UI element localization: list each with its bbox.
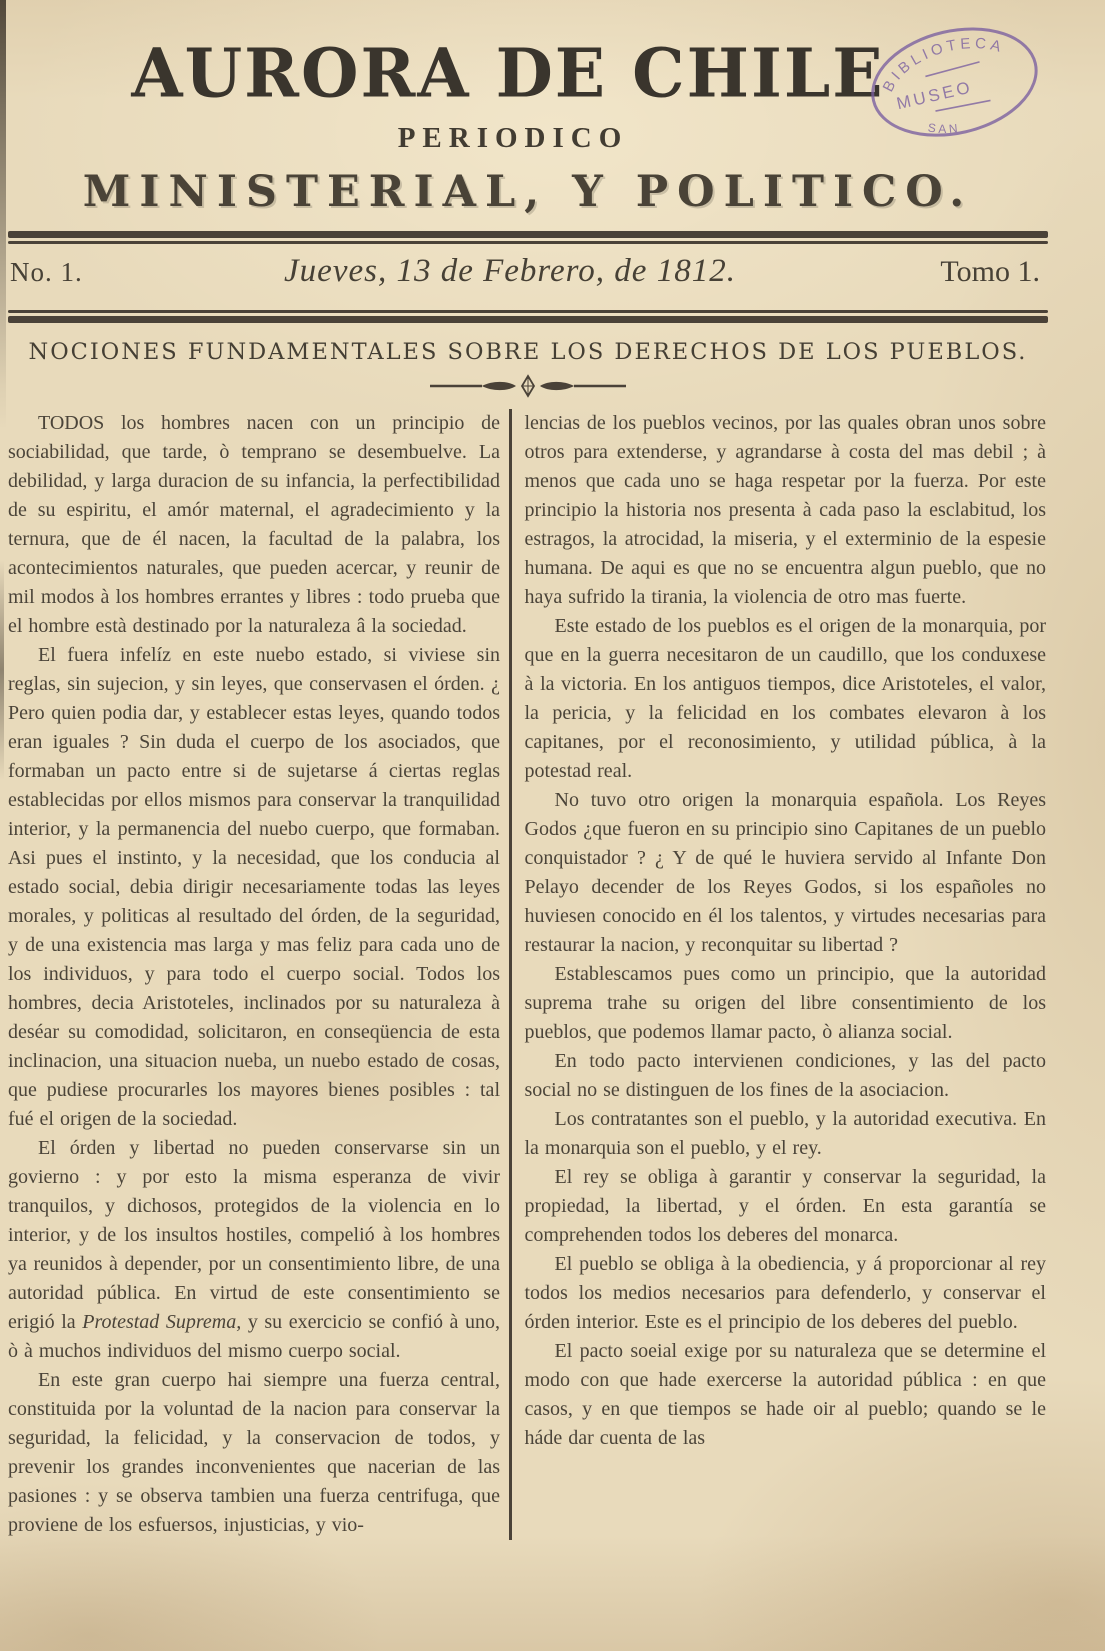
left-column [8,409,509,1540]
paragraph: El fuera infelíz en este nuebo estado, si viviese sin reglas, sin sujecion, y sin leyes, que conservasen el órden. ¿ Pero quien podia dar, y establecer estas leyes, quando todos eran iguales ? Sin duda el cuerpo de los asociados, que formaban un pacto entre si de sujetarse á ciertas reglas establecidas por ellos mismos para conservar la tranquilidad interior, y la permanencia del nuebo cuerpo, que formaban. Asi pues el instinto, y la necesidad, que los conducia al estado social, debia dirigir necesariamente todas las leyes morales, y politicas al resultado del órden, de la seguridad, y de una existencia mas larga y mas feliz para cada uno de los individuos, y para todo el cuerpo social. Todos los hombres, decia Aristoteles, inclinados por su naturaleza à deséar su comodidad, solicitaron, en conseqüencia de esta inclinacion, una situacion nueba, un nuebo estado de cosas, que pudiese procurarles los mayores bienes posibles : tal fué el origen de la sociedad. [8,644,500,1130]
stamp-middle-text: MUSEO [894,77,975,114]
dateline [8,244,1048,296]
newspaper-title: AURORA DE CHILE [131,33,885,113]
issue-number: No. 1. [10,257,83,287]
paragraph: TODOS los hombres nacen con un principio de sociabilidad, que tarde, ò temprano se desembuelve. La debilidad, y larga duracion de su infancia, la perfectibilidad de su espiritu, el amór maternal, el agradecimiento y la ternura, que de él nacen, la facultad de la palabra, los acontecimientos naturales, que pueden acercar, y reunir de mil modos à los hombres errantes y libres : todo prueba que el hombre està destinado por la naturaleza â la sociedad. [8,412,500,637]
stamp-bottom-text: SAN [926,120,962,137]
page-content [8,26,1048,1540]
paragraph: Los contratantes son el pueblo, y la autoridad executiva. En la monarquia son el pueblo, y el rey. [524,1108,1046,1159]
paragraph: En todo pacto intervienen condiciones, y las del pacto social no se distinguen de los fines de la asociacion. [524,1050,1046,1101]
scan-edge-artifact [0,0,6,430]
double-rule-bottom [8,310,1048,323]
paragraph: El pueblo se obliga à la obediencia, y á proporcionar al rey todos los medios necesarios para defenderlo, y conservar el órden interior. Este es el principio de los deberes del pueblo. [524,1253,1046,1333]
stamp-arc-text: BIBLIOTECA [879,34,1007,95]
paragraph: No tuvo otro origen la monarquia española. Los Reyes Godos ¿que fueron en su principio sino Capitanes de un pueblo conquistador ? ¿ Y de qué le huviera servido al Infante Don Pelayo decender de los Reyes Godos, si los españoles no huviesen conocido en él los talentos, y virtudes necesarias para restaurar la nacion, y reconquitar su libertad ? [524,789,1046,956]
article-headline: NOCIONES FUNDAMENTALES SOBRE LOS DERECHOS DE LOS PUEBLOS. [28,339,1028,365]
fleuron-divider-icon [8,373,1048,399]
scan-edge-artifact [0,560,4,780]
svg-text:SAN [924,114,963,143]
issue-date: Jueves, 13 de Febrero, de 1812. [284,253,736,289]
volume-number: Tomo 1. [940,255,1040,288]
paragraph: En este gran cuerpo hai siempre una fuerza central, constituida por la voluntad de la nacion para conservar la seguridad, la felicidad, y la conservacion de todos, y prevenir los grandes inconvenientes que nacerian de las pasiones : y se observa tambien una fuerza centrifuga, que proviene de los esfuersos, injusticias, y vio- [8,1369,500,1536]
article-body [8,409,1048,1540]
paragraph: El órden y libertad no pueden conservarse sin un govierno : y por esto la misma esperanza de vivir tranquilos, y dichosos, protegidos de la violencia en lo interior, y de los insultos hostiles, compelió à los hombres ya reunidos à depender, por un consentimiento libre, de una autoridad pública. En virtud de este consentimiento se erigió la Protestad Suprema, y su exercicio se confió à uno, ò à muchos individuos del mismo cuerpo social. [8,1137,500,1362]
newspaper-kicker: PERIODICO [397,122,629,154]
paragraph: lencias de los pueblos vecinos, por las quales obran unos sobre otros para extenderse, y agrandarse à costa del mas debil ; à menos que cada uno se haga respetar por la fuerza. Por este principio la historia nos presenta à cada paso la esclabitud, los estragos, la atrocidad, la miseria, y el exterminio de la espesie humana. De aqui es que no se encuentra algun pueblo, que no haya sufrido la tirania, la violencia de otro mas fuerte. [524,412,1046,608]
paragraph: Este estado de los pueblos es el origen de la monarquia, por que en la guerra necesitaron de un caudillo, que los conduxese à la victoria. En los antiguos tiempos, dice Aristoteles, el valor, la pericia, y la felicidad en los combates elevaron à los capitanes, por el reconosimiento, y utilidad pública, à la potestad real. [524,615,1046,782]
paragraph: El pacto soeial exige por su naturaleza que se determine el modo con que hade exercerse la autoridad pública : en que casos, y en que tiempos se hade oir al pueblo; quando se le háde dar cuenta de las [524,1340,1046,1449]
newspaper-subtitle: MINISTERIAL, Y POLITICO. [82,167,974,217]
paragraph: El rey se obliga à garantir y conservar la seguridad, la propiedad, la libertad, y el órden. En esta garantía se comprehenden todos los deberes del monarca. [524,1166,1046,1246]
double-rule-top [8,231,1048,244]
paragraph: Establescamos pues como un principio, que la autoridad suprema trahe su origen del libre consentimiento de los pueblos, que podemos llamar pacto, ò alianza social. [524,963,1046,1043]
right-column [512,409,1049,1540]
